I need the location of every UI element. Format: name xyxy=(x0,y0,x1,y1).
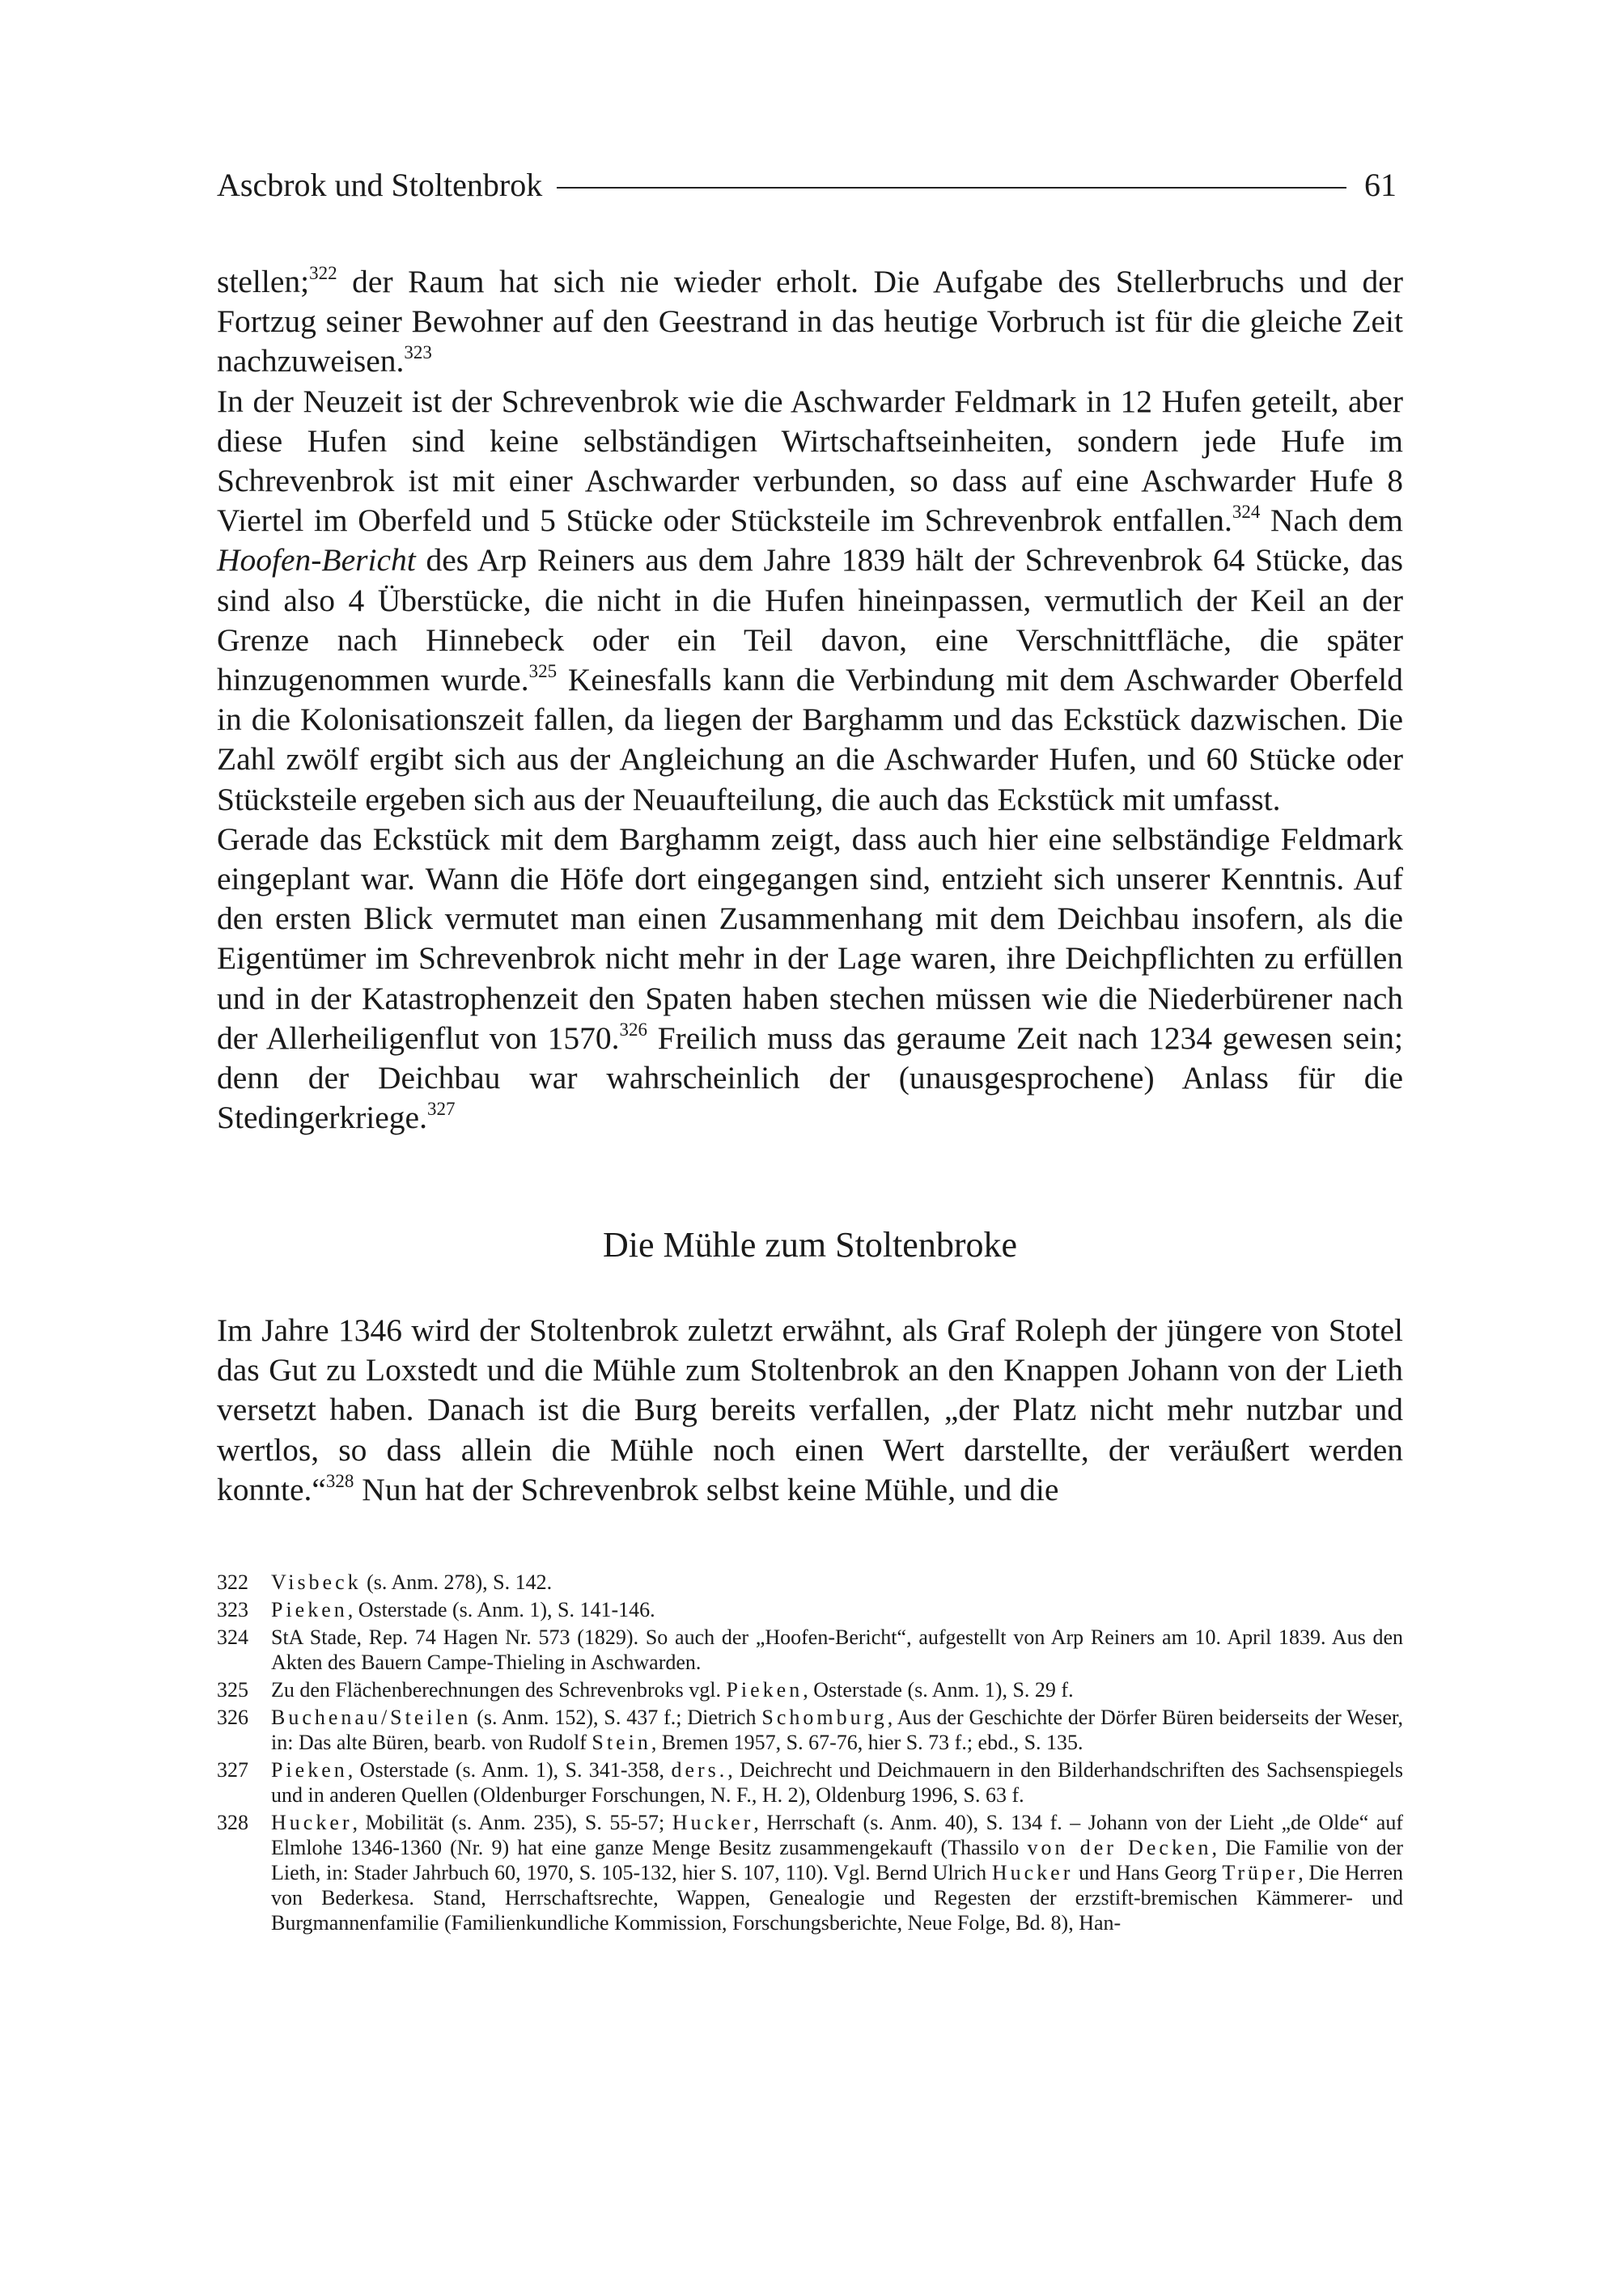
text-run: des Arp Reiners aus dem Jahre 1839 hält der Schrevenbrok 64 Stücke, das sind also 4 Überstücke, die nicht in die Hufen hineinpassen, vermutlich der Keil an der Grenze nach Hinnebeck oder ein Teil davon, eine Verschnittfläche, die später hinzugenommen wurde. xyxy=(217,542,1403,698)
text-run: , Herrschaft (s. Anm. 40), S. 134 f. – Johann von der Lieht „de Olde“ auf Elmlohe 1346-1360 (Nr. 9) hat eine ganze Menge Besitz zusammengekauft (Thassilo xyxy=(271,1811,1403,1859)
text-run: (s. Anm. 278), S. 142. xyxy=(361,1570,553,1594)
footnote-text xyxy=(271,1810,1403,1935)
footnote xyxy=(217,1677,1403,1702)
spaced-name: von der Decken xyxy=(1027,1836,1212,1859)
text-run: , Osterstade (s. Anm. 1), S. 341-358, xyxy=(347,1758,672,1782)
paragraph xyxy=(217,382,1403,820)
footnote-text xyxy=(271,1597,1403,1622)
text-run: Nun hat der Schrevenbrok selbst keine Mühle, und die xyxy=(354,1471,1059,1507)
paragraph xyxy=(217,262,1403,382)
main-text xyxy=(217,262,1403,1138)
spaced-name: Stein xyxy=(592,1731,651,1754)
paragraph xyxy=(217,1311,1403,1510)
text-run: (s. Anm. 152), S. 437 f.; Dietrich xyxy=(471,1706,762,1729)
footnote-ref: 327 xyxy=(426,1099,456,1120)
footnote-number: 327 xyxy=(217,1758,248,1782)
running-title: Ascbrok und Stoltenbrok xyxy=(217,167,543,203)
text-run: , Die Familie von der Lieth, in: Stader Jahrbuch 60, 1970, S. 105-132, hier S. 107, 110). Vgl. Bernd Ulrich xyxy=(271,1836,1403,1884)
spaced-name: Hucker xyxy=(271,1811,353,1834)
footnote xyxy=(217,1570,1403,1595)
section-text xyxy=(217,1311,1403,1510)
spaced-name: Buchenau/Steilen xyxy=(271,1706,472,1729)
text-run: , Die Herren von Bederkesa. Stand, Herrschaftsrechte, Wappen, Genealogie und Regesten der erzstift-bremischen Kämmerer- und Burgmannenfamilie (Familienkundliche Kommission, Forschungsberichte, Neue Folge, Bd. 8), Han- xyxy=(271,1861,1403,1935)
text-run: Nach dem xyxy=(1260,502,1403,539)
page-number: 61 xyxy=(1364,167,1397,203)
text-run: StA Stade, Rep. 74 Hagen Nr. 573 (1829). So auch der „Hoofen-Bericht“, aufgestellt von Arp Reiners am 10. April 1839. Aus den Akten des Bauern Campe-Thieling in Aschwarden. xyxy=(271,1625,1403,1674)
footnote-ref: 325 xyxy=(528,661,558,682)
footnote xyxy=(217,1757,1403,1808)
text-run: stellen; xyxy=(217,264,310,299)
footnote-number: 325 xyxy=(217,1678,248,1702)
text-run: , Deichrecht und Deichmauern in den Bilderhandschriften des Sachsenspiegels und in anderen Quellen (Oldenburger Forschungen, N. F., H. 2), Oldenburg 1996, S. 63 f. xyxy=(271,1758,1403,1807)
text-run: Freilich muss das geraume Zeit nach 1234 gewesen sein; denn der Deichbau war wahrscheinlich der (unausgesprochene) Anlass für die Stedingerkriege. xyxy=(217,1019,1403,1136)
text-run: , Osterstade (s. Anm. 1), S. 141-146. xyxy=(347,1598,655,1621)
text-run: Zu den Flächenberechnungen des Schrevenbroks vgl. xyxy=(271,1678,727,1702)
footnote-ref: 326 xyxy=(619,1019,647,1040)
text-run: , Bremen 1957, S. 67-76, hier S. 73 f.; ebd., S. 135. xyxy=(651,1731,1083,1754)
footnote xyxy=(217,1810,1403,1935)
spaced-name: ders. xyxy=(671,1758,728,1782)
footnote-text xyxy=(271,1705,1403,1755)
footnote-ref: 324 xyxy=(1232,502,1261,523)
text-run: , Mobilität (s. Anm. 235), S. 55-57; xyxy=(352,1811,672,1834)
footnotes xyxy=(217,1570,1403,1938)
text-run: und Hans Georg xyxy=(1073,1861,1223,1884)
spaced-name: Visbeck xyxy=(271,1570,362,1594)
footnote xyxy=(217,1625,1403,1675)
spaced-name: Pieken xyxy=(726,1678,804,1702)
text-run: , Osterstade (s. Anm. 1), S. 29 f. xyxy=(803,1678,1074,1702)
text-run: , Aus der Geschichte der Dörfer Büren beiderseits der Weser, in: Das alte Büren, bearb. von Rudolf xyxy=(271,1706,1403,1754)
footnote-ref: 328 xyxy=(325,1470,354,1491)
section-heading: Die Mühle zum Stoltenbroke xyxy=(602,1225,1017,1265)
paragraph xyxy=(217,820,1403,1138)
spaced-name: Hucker xyxy=(672,1811,754,1834)
text-run: Keinesfalls kann die Verbindung mit dem Aschwarder Oberfeld in die Kolonisationszeit fallen, da liegen der Barghamm und das Eckstück dazwischen. Die Zahl zwölf ergibt sich aus der Angleichung an die Aschwarder Hufen, und 60 Stücke oder Stücksteile ergeben sich aus der Neuaufteilung, die auch das Eckstück mit umfasst. xyxy=(217,662,1403,817)
spaced-name: Schomburg xyxy=(761,1706,888,1729)
footnote-text xyxy=(271,1677,1403,1702)
footnote-number: 322 xyxy=(217,1570,248,1594)
footnote-text xyxy=(271,1570,1403,1595)
italic-text: Hoofen-Bericht xyxy=(217,542,416,579)
footnote-ref: 323 xyxy=(404,342,432,363)
header-rule xyxy=(557,187,1346,189)
text-run: Im Jahre 1346 wird der Stoltenbrok zuletzt erwähnt, als Graf Roleph der jüngere von Stotel das Gut zu Loxstedt und die Mühle zum Stoltenbrok an den Knappen Johann von der Lieth versetzt haben. Danach ist die Burg bereits verfallen, „der Platz nicht mehr nutzbar und wertlos, so dass allein die Mühle noch einen Wert darstellte, der veräußert werden konnte.“ xyxy=(217,1312,1403,1507)
text-run: Gerade das Eckstück mit dem Barghamm zeigt, dass auch hier eine selbständige Feldmark eingeplant war. Wann die Höfe dort eingegangen sind, entzieht sich unserer Kenntnis. Auf den ersten Blick vermutet man einen Zusammenhang mit dem Deichbau insofern, als die Eigentümer im Schrevenbrok nicht mehr in der Lage waren, ihre Deichpflichten zu erfüllen und in der Katastrophenzeit den Spaten haben stechen müssen wie die Niederbürener nach der Allerheiligenflut von 1570. xyxy=(217,820,1403,1056)
footnote xyxy=(217,1705,1403,1755)
footnote-number: 323 xyxy=(217,1598,248,1621)
footnote xyxy=(217,1597,1403,1622)
running-head xyxy=(217,166,1403,205)
footnote-text xyxy=(271,1757,1403,1808)
spaced-name: Pieken xyxy=(271,1758,348,1782)
spaced-name: Hucker xyxy=(991,1861,1074,1884)
text-run: In der Neuzeit ist der Schrevenbrok wie die Aschwarder Feldmark in 12 Hufen geteilt, aber diese Hufen sind keine selbständigen Wirtschaftseinheiten, sondern jede Hufe im Schrevenbrok ist mit einer Aschwarder verbunden, so dass auf eine Aschwarder Hufe 8 Viertel im Oberfeld und 5 Stücke oder Stücksteile im Schrevenbrok entfallen. xyxy=(217,383,1403,539)
footnote-ref: 322 xyxy=(309,263,337,283)
spaced-name: Pieken xyxy=(271,1598,348,1621)
text-run: der Raum hat sich nie wieder erholt. Die Aufgabe des Stellerbruchs und der Fortzug seiner Bewohner auf den Geestrand in das heutige Vorbruch ist für die gleiche Zeit nachzuweisen. xyxy=(217,264,1403,379)
footnote-number: 326 xyxy=(217,1706,248,1729)
footnote-number: 324 xyxy=(217,1625,248,1649)
footnote-text xyxy=(271,1625,1403,1675)
footnote-number: 328 xyxy=(217,1811,248,1834)
spaced-name: Trüper xyxy=(1222,1861,1299,1884)
